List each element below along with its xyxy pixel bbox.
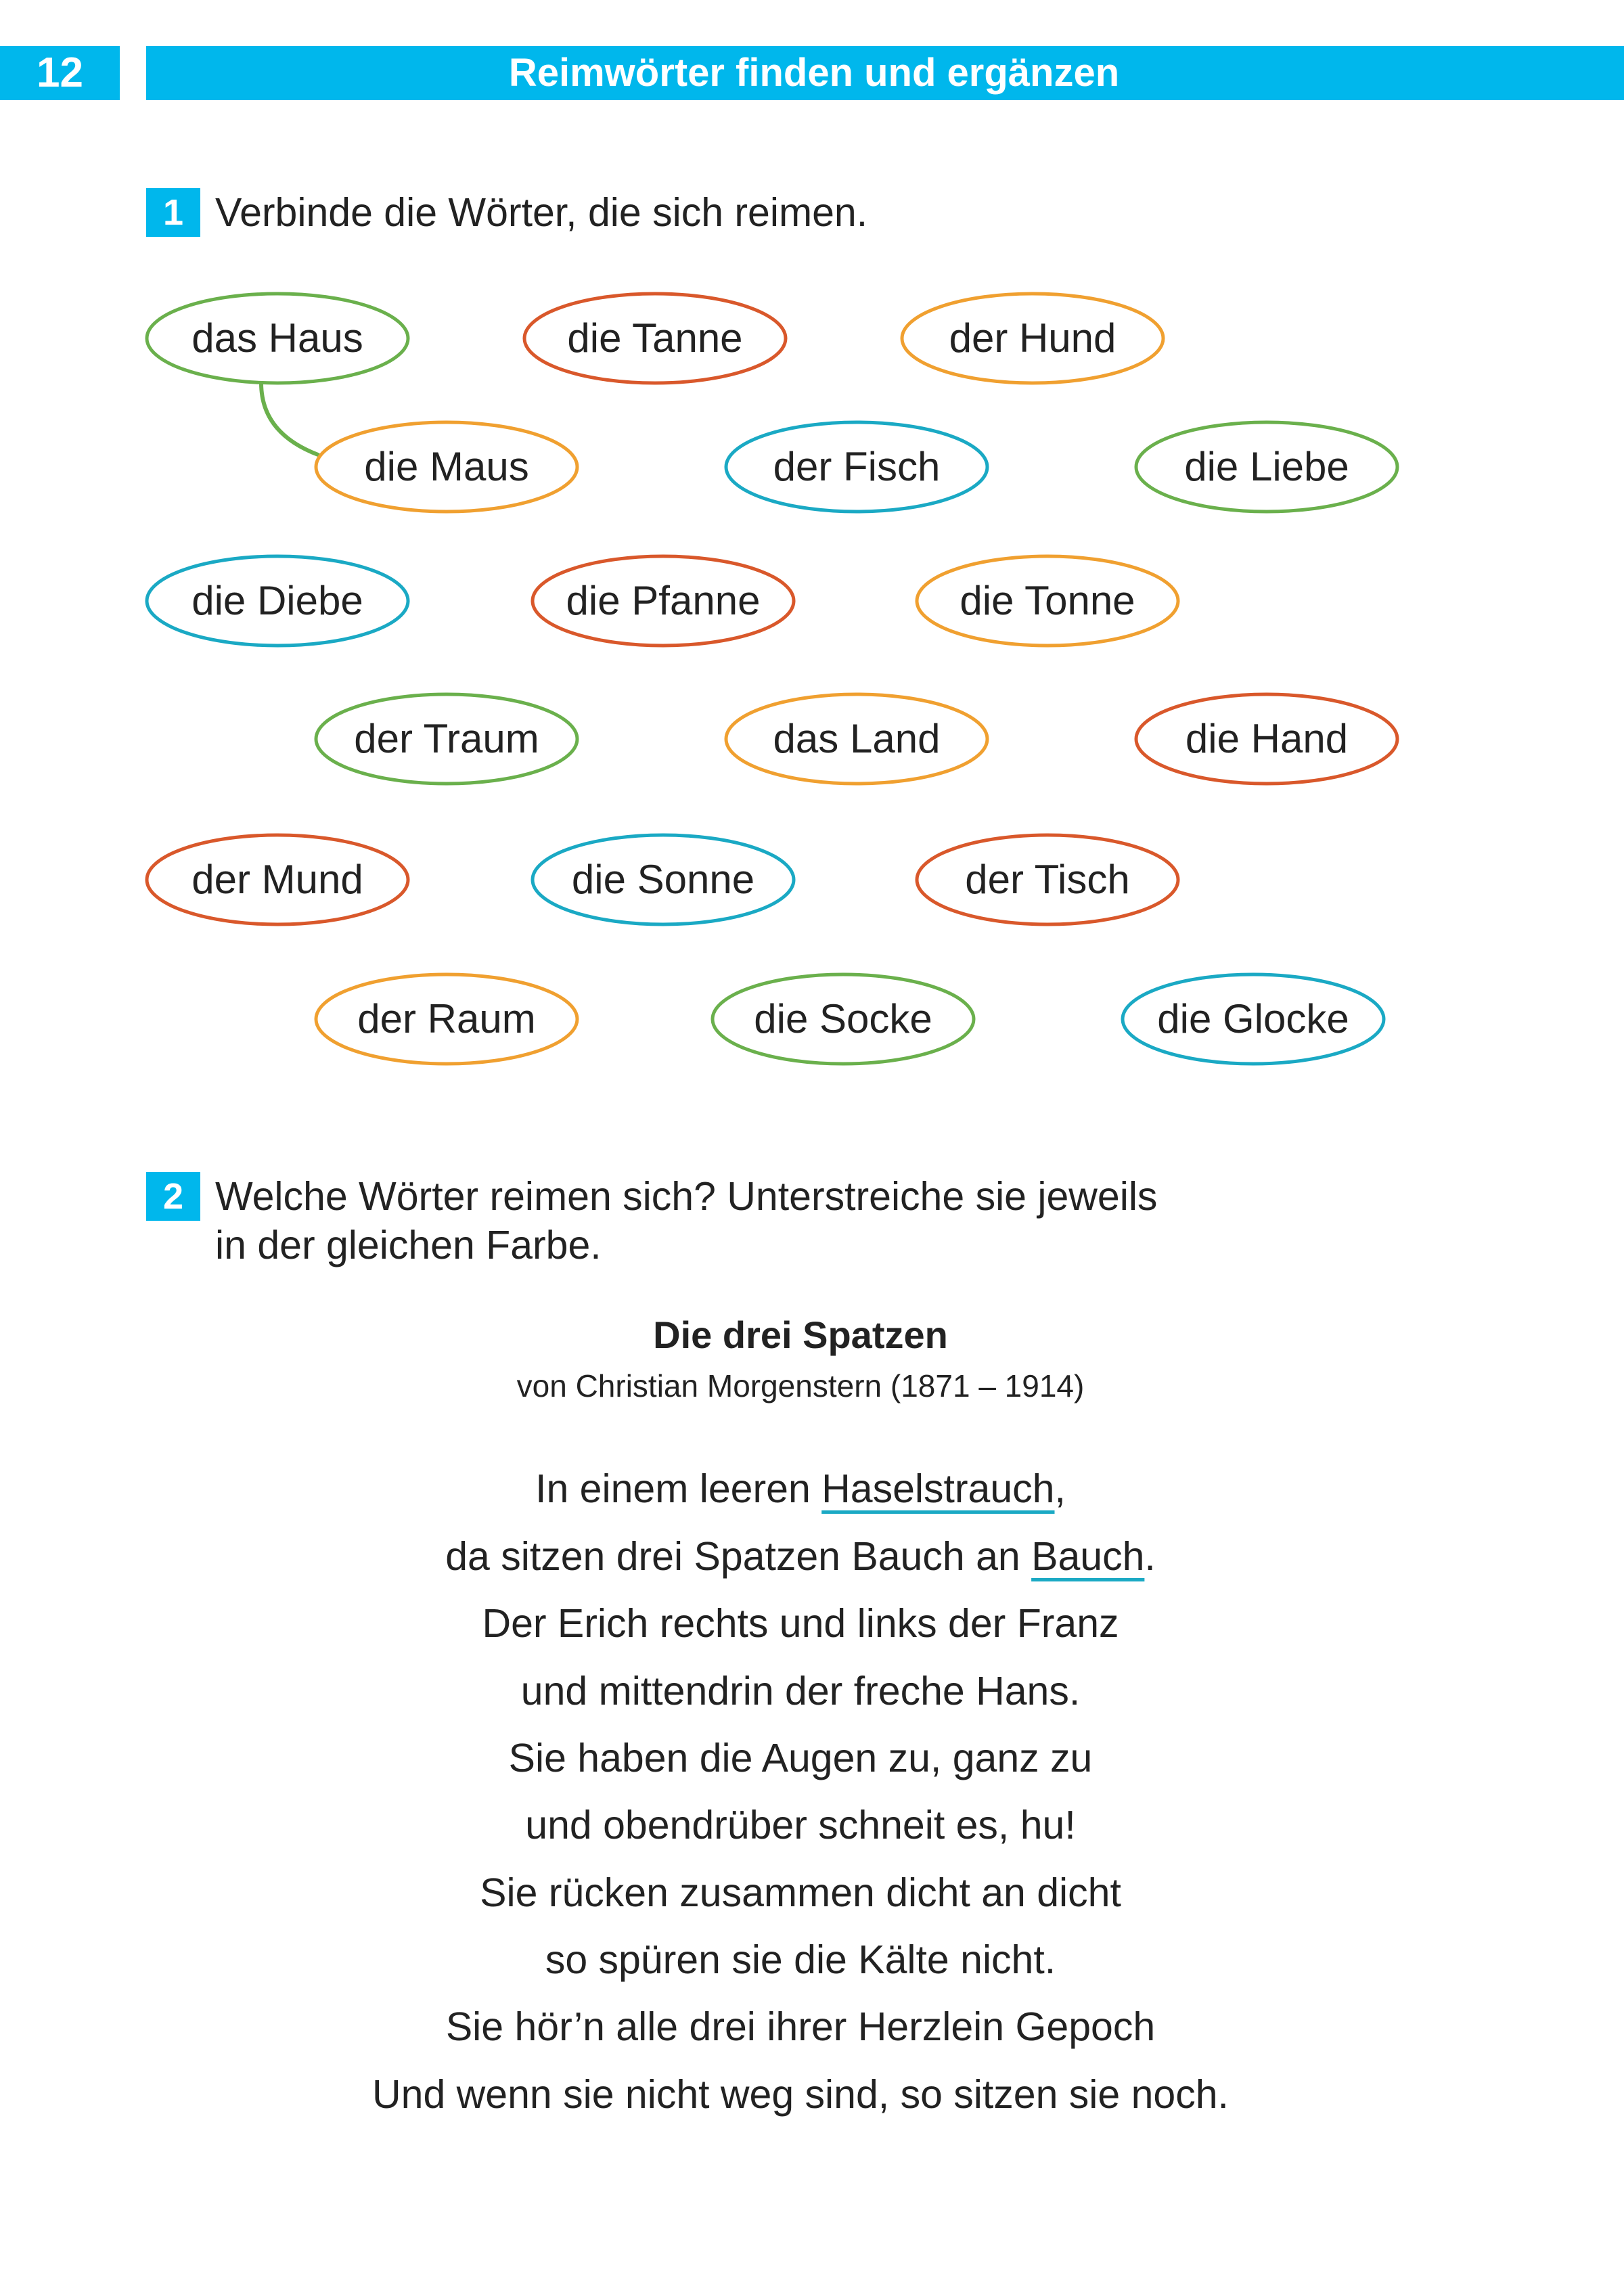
word-oval-label[interactable]: die Maus (364, 444, 529, 489)
word-oval-label[interactable]: die Sonne (571, 857, 755, 902)
poem-line-2 (0, 1529, 1601, 1583)
word-oval-label[interactable]: die Socke (754, 996, 932, 1041)
word-oval-label[interactable]: die Hand (1185, 716, 1349, 761)
task-2-instruction-line-2: in der gleichen Farbe. (215, 1223, 602, 1267)
word-oval-label[interactable]: der Mund (191, 857, 363, 902)
poem-line-3: Der Erich rechts und links der Franz (482, 1601, 1119, 1646)
word-oval-label[interactable]: die Pfanne (566, 578, 761, 623)
poem-line-4: und mittendrin der freche Hans. (520, 1669, 1081, 1713)
poem-author: von Christian Morgenstern (1871 – 1914) (516, 1368, 1085, 1403)
task-1-badge: 1 (146, 188, 200, 237)
poem-line-1-end: , (1054, 1466, 1066, 1511)
example-connection-line (261, 383, 318, 455)
poem-line-2-end: . (1144, 1534, 1156, 1579)
word-oval-label[interactable]: der Tisch (965, 857, 1130, 902)
poem-line-1 (0, 1462, 1601, 1516)
poem-line-6: und obendrüber schneit es, hu! (525, 1803, 1076, 1847)
word-oval-label[interactable]: die Tonne (960, 578, 1135, 623)
word-oval-label[interactable]: die Diebe (191, 578, 363, 623)
poem-line-2-start: da sitzen drei Spatzen Bauch an (445, 1534, 1032, 1579)
task-2-instruction-line-1: Welche Wörter reimen sich? Unterstreiche sie jeweils (215, 1174, 1158, 1219)
word-oval-label[interactable]: die Tanne (567, 315, 743, 361)
word-oval-label[interactable]: die Glocke (1157, 996, 1349, 1041)
underlined-rhyme-word[interactable]: Bauch (1031, 1534, 1145, 1579)
task-1-instruction: Verbinde die Wörter, die sich reimen. (215, 190, 868, 235)
poem-title: Die drei Spatzen (653, 1313, 948, 1356)
word-oval-label[interactable]: die Liebe (1184, 444, 1349, 489)
word-oval-label[interactable]: der Traum (354, 716, 539, 761)
word-oval-label[interactable]: der Raum (357, 996, 536, 1041)
poem-line-1-start: In einem leeren (535, 1466, 822, 1511)
poem-line-8: so spüren sie die Kälte nicht. (545, 1937, 1056, 1982)
task-2-badge: 2 (146, 1172, 200, 1221)
word-oval-label[interactable]: das Haus (191, 315, 363, 361)
page-title: Reimwörter finden und ergänzen (508, 51, 1120, 95)
underlined-rhyme-word[interactable]: Haselstrauch (821, 1466, 1055, 1511)
page-number: 12 (0, 46, 120, 100)
word-oval-label[interactable]: der Fisch (773, 444, 941, 489)
word-oval-label[interactable]: der Hund (949, 315, 1116, 361)
poem-line-5: Sie haben die Augen zu, ganz zu (508, 1736, 1093, 1780)
poem-line-10: Und wenn sie nicht weg sind, so sitzen sie noch. (372, 2072, 1229, 2117)
word-oval-label[interactable]: das Land (773, 716, 941, 761)
poem-line-9: Sie hör’n alle drei ihrer Herzlein Gepoch (445, 2004, 1156, 2049)
poem-line-7: Sie rücken zusammen dicht an dicht (480, 1870, 1121, 1915)
